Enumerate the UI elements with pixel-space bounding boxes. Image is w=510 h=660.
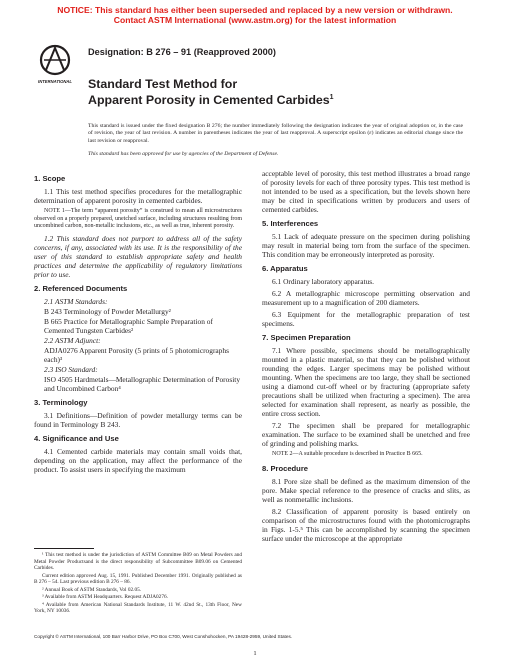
- paragraph-8-1: 8.1 Pore size shall be defined as the maximum dimension of the pore. Make special reference to the presence of cracks and slits, as well as nonmetallic inclusions.: [262, 476, 470, 504]
- section-heading-scope: 1. Scope: [34, 174, 66, 183]
- paragraph-6-2: 6.2 A metallographic microscope permitting observation and measurement up to a magnification of 200 diameters.: [262, 289, 470, 307]
- notice-banner: [0, 5, 510, 25]
- page-number: 1: [253, 650, 257, 657]
- copyright-line: Copyright © ASTM International, 100 Barr Harbor Drive, PO Box C700, West Conshohocken, PA 19428-2959, United States.: [34, 634, 293, 639]
- left-column: [34, 169, 242, 477]
- paragraph-1-1: 1.1 This test method specifies procedures for the metallographic determination of apparent porosity in cemented carbides.: [34, 187, 242, 205]
- paragraph-7-1: 7.1 Where possible, specimens should be metallographically mounted in a plastic material, so that they can be polished without rounding the edges. Larger specimens may be polished without mounting. When the specimens are too large, they shall be sectioned using a diamond cut-off wheel or by fracturing (appropriate safety precautions shall be utilized when fracturing a specimen). The area selected for examination shall represent, as nearly as possible, the entire cross section.: [262, 346, 470, 418]
- section-heading-apparatus: 6. Apparatus: [262, 264, 308, 273]
- dod-approval-note: This standard has been approved for use by agencies of the Department of Defense.: [88, 151, 279, 157]
- footnote-3: ³ Available from ASTM Headquarters. Request ADJA0276.: [42, 594, 168, 600]
- paragraph-2-3: 2.3 ISO Standard:: [44, 364, 98, 374]
- section-heading-procedure: 8. Procedure: [262, 463, 309, 473]
- section-heading-specimen-preparation: 7. Specimen Preparation: [262, 333, 351, 342]
- footnote-1: ¹ This test method is under the jurisdiction of ASTM Committee B09 on Metal Powders and Metal Powder Productsand is the direct responsibility of Subcommittee B09.06 on Cemented Carbides.: [34, 552, 242, 571]
- footnote-4: ⁴ Available from American National Standards Institute, 11 W. 42nd St., 13th Floor, New York, NY 10036.: [34, 601, 242, 614]
- title-line-2: Apparent Porosity in Cemented Carbides$^1$: [88, 93, 334, 108]
- designation: Designation: B 276 – 91 (Reapproved 2000): [88, 47, 276, 57]
- issuance-note: This standard is issued under the fixed designation B 276; the number immediately following the designation indicates the year of original adoption or, in the case of revision, the year of last revision. A number in parentheses indicates the year of last reapproval. A superscript epsilon (ε) indicates an editorial change since the last revision or reapproval.: [88, 123, 463, 144]
- title-line-1: Standard Test Method for: [88, 77, 238, 91]
- right-column: [262, 169, 470, 546]
- footnote-2: ² Annual Book of ASTM Standards, Vol 02.05.: [42, 586, 142, 593]
- paragraph-2-1: 2.1 ASTM Standards:: [44, 296, 108, 306]
- reference-adja0276: ADJA0276 Apparent Porosity (5 prints of 5 photomicrographs each)³: [44, 345, 229, 364]
- reference-b665: B 665 Practice for Metallographic Sample Preparation of Cemented Tungsten Carbides²: [44, 316, 213, 335]
- paragraph-3-1: 3.1 Definitions—Definition of powder metallurgy terms can be found in Terminology B 243.: [34, 410, 242, 429]
- document-title: [88, 77, 334, 107]
- paragraph-8-2: 8.2 Classification of apparent porosity is based entirely on comparison of the microstructures found with the photomicrographs in Figs. 1-5.⁵ This can be accomplished by scanning the specimen surface under the microscope at the appropriate: [262, 506, 470, 543]
- paragraph-6-1: 6.1 Ordinary laboratory apparatus.: [272, 277, 374, 286]
- paragraph-7-2: 7.2 The specimen shall be prepared for metallographic examination. The surface to be examined shall be unetched and free of grinding and polishing marks.: [262, 421, 470, 448]
- notice-line-1: NOTICE: This standard has either been superseded and replaced by a new version or withdrawn.: [57, 5, 453, 15]
- footnotes: [34, 552, 242, 616]
- footnote-1-edition: Current edition approved Aug. 15, 1991. Published December 1991. Originally published as B 276 – 54. Last previous edition B 276 – 86.: [34, 572, 242, 585]
- reference-iso4505: ISO 4505 Hardmetals—Metallographic Determination of Porosity and Uncombined Carbon⁴: [44, 374, 241, 393]
- notice-line-2: Contact ASTM International (www.astm.org) for the latest information: [113, 15, 397, 25]
- section-heading-referenced-documents: 2. Referenced Documents: [34, 283, 128, 293]
- note-2: NOTE 2—A suitable procedure is described in Practice B 665.: [272, 451, 423, 457]
- paragraph-2-2: 2.2 ASTM Adjunct:: [44, 335, 101, 345]
- section-heading-terminology: 3. Terminology: [34, 397, 88, 407]
- paragraph-4-1-continued: acceptable level of porosity, this test method illustrates a broad range of porosity levels for each of three porosity types. This test method is not intended to be used as a specification, but the levels shown here may be cited in specifications written by producers and users of cemented carbides.: [262, 169, 470, 214]
- paragraph-6-3: 6.3 Equipment for the metallographic preparation of test specimens.: [262, 310, 470, 328]
- section-heading-significance: 4. Significance and Use: [34, 433, 119, 443]
- reference-b243: B 243 Terminology of Powder Metallurgy²: [44, 306, 171, 316]
- logo-text: INTERNATIONAL: [38, 79, 72, 84]
- footnote-divider: [34, 548, 94, 549]
- paragraph-4-1: 4.1 Cemented carbide materials may contain small voids that, depending on the application, may affect the performance of the product. To assist users in specifying the maximum: [34, 446, 242, 474]
- note-1: NOTE 1—The term “apparent porosity” is construed to mean all microstructures observed on a properly prepared, unetched surface, including structures resulting from uncombined carbon, non-metallic inclusions, etc., as well as true, inherent porosity.: [34, 208, 242, 229]
- title-footnote-marker: 1: [329, 94, 334, 101]
- paragraph-5-1: 5.1 Lack of adequate pressure on the specimen during polishing may result in material being torn from the surface of the specimen. This condition may be erroneously interpreted as porosity.: [262, 232, 470, 259]
- paragraph-1-2: 1.2 This standard does not purport to address all of the safety concerns, if any, associated with its use. It is the responsibility of the user of this standard to establish appropriate safety and health practices and determine the applicability of regulatory limitations prior to use.: [34, 233, 242, 279]
- section-heading-interferences: 5. Interferences: [262, 219, 319, 228]
- astm-logo: [38, 44, 72, 86]
